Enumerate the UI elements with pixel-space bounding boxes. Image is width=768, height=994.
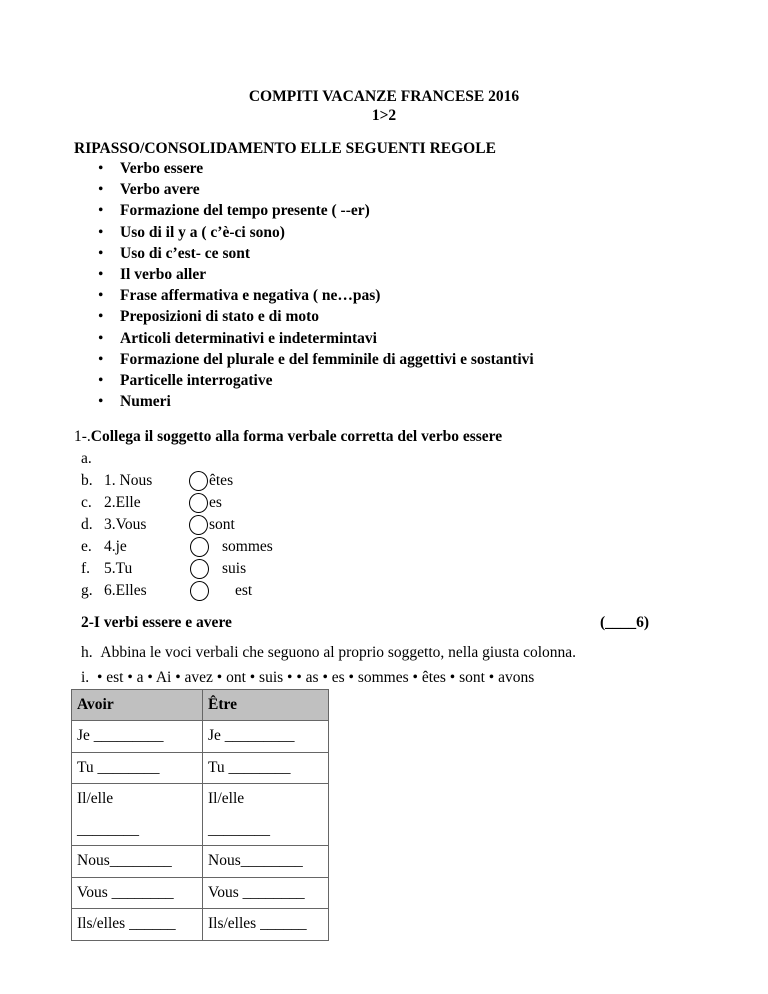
verb-item: suis [222,560,247,577]
table-cell[interactable]: Vous ________ [203,877,329,909]
exercise2-title: 2-I verbi essere e avere [81,614,232,631]
exercise1-subjects [104,470,152,602]
table-cell[interactable]: Il/elle [72,784,203,815]
subject-item: 3.Vous [104,516,147,533]
table-row [72,846,329,878]
list-letter: c. [81,494,92,511]
table-row [72,815,329,846]
exercise2-words: i. • est • a • Ai • avez • ont • suis • • as • es • sommes • êtes • sont • avons [81,669,535,686]
review-item: • Preposizioni di stato e di moto [90,306,534,327]
list-letter: g. [81,582,93,599]
column-header-etre: Être [203,690,329,721]
table-cell[interactable]: Il/elle [203,784,329,815]
column-header-avoir: Avoir [72,690,203,721]
exercise1-title: 1-.Collega il soggetto alla forma verbale corretta del verbo essere [74,428,503,445]
review-item: • Particelle interrogative [90,370,534,391]
review-item: • Verbo essere [90,158,534,179]
verb-item: est [235,582,253,599]
review-item: • Formazione del tempo presente ( --er) [90,200,534,221]
verb-table [71,689,329,941]
table-cell[interactable]: ________ [72,815,203,846]
exercise2-score: (____6) [600,614,650,631]
list-letter: d. [81,516,93,533]
review-list [90,158,534,412]
subject-item: 6.Elles [104,582,147,599]
table-row [72,877,329,909]
table-row [72,721,329,753]
table-cell[interactable]: ________ [203,815,329,846]
subject-item: 2.Elle [104,494,141,511]
table-cell[interactable]: Nous________ [72,846,203,878]
review-item: • Il verbo aller [90,264,534,285]
table-cell[interactable]: Ils/elles ______ [72,909,203,941]
page-subtitle: 1>2 [371,107,397,124]
subject-item: 1. Nous [104,472,153,489]
review-item: • Uso di il y a ( c’è-ci sono) [90,222,534,243]
table-cell[interactable]: Nous________ [203,846,329,878]
list-letter: f. [81,560,91,577]
review-item: • Formazione del plurale e del femminile di aggettivi e sostantivi [90,349,534,370]
review-item: • Frase affermativa e negativa ( ne…pas) [90,285,534,306]
table-cell[interactable]: Tu ________ [72,752,203,784]
table-cell[interactable]: Vous ________ [72,877,203,909]
review-item: • Verbo avere [90,179,534,200]
review-item: • Numeri [90,391,534,412]
table-row [72,784,329,815]
table-cell[interactable]: Tu ________ [203,752,329,784]
exercise1-verbs [200,470,273,602]
table-row [72,909,329,941]
exercise1-letters [81,448,93,602]
list-letter: e. [81,538,92,555]
table-cell[interactable]: Ils/elles ______ [203,909,329,941]
table-cell[interactable]: Je _________ [72,721,203,753]
subject-item: 4.je [104,538,127,555]
page-title: COMPITI VACANZE FRANCESE 2016 [248,88,520,105]
verb-item: es [209,494,222,511]
review-item: • Articoli determinativi e indetermintavi [90,328,534,349]
list-letter: b. [81,472,93,489]
exercise2-instruction: h. Abbina le voci verbali che seguono al proprio soggetto, nella giusta colonna. [81,644,577,661]
verb-item: sont [209,516,235,533]
list-letter: a. [81,450,92,467]
table-header-row [72,690,329,721]
table-row [72,752,329,784]
table-cell[interactable]: Je _________ [203,721,329,753]
verb-item: sommes [222,538,273,555]
subject-item: 5.Tu [104,560,133,577]
review-heading: RIPASSO/CONSOLIDAMENTO ELLE SEGUENTI REGOLE [74,140,496,157]
review-item: • Uso di c’est- ce sont [90,243,534,264]
verb-item: êtes [209,472,234,489]
